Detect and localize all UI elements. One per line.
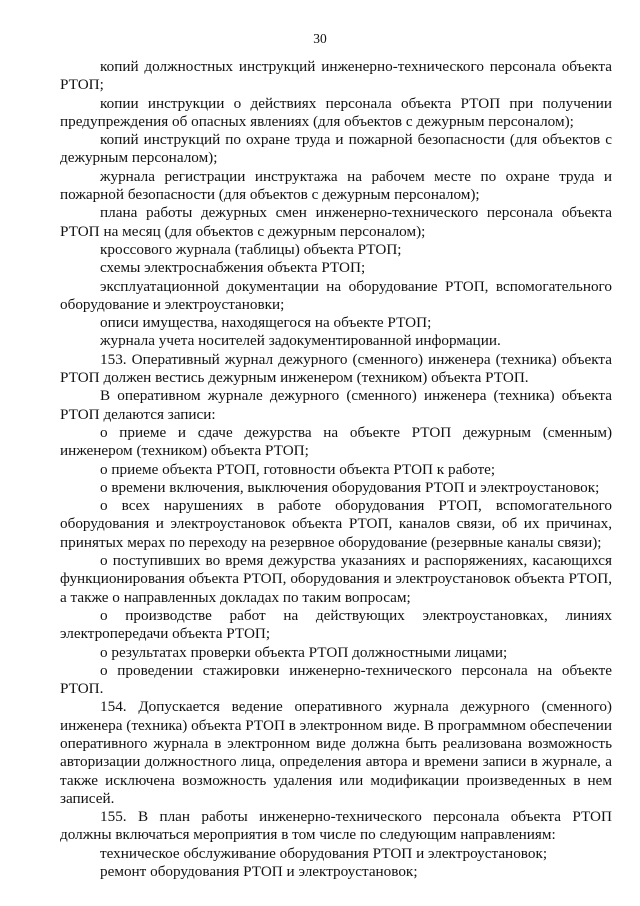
paragraph: В оперативном журнале дежурного (сменного) инженера (техника) объекта РТОП делаются записи: bbox=[60, 387, 612, 423]
clause-155: 155. В план работы инженерно-технического персонала объекта РТОП должны включаться мероприятия в том числе по следующим направлениям: bbox=[60, 808, 612, 844]
list-item: о приеме и сдаче дежурства на объекте РТОП дежурным (сменным) инженером (техником) объекта РТОП; bbox=[60, 423, 612, 460]
list-item: о всех нарушениях в работе оборудования РТОП, вспомогательного оборудования и электроустановок объекта РТОП, каналов связи, об их причинах, принятых мерах по переходу на резервное оборудование (резервные каналы связи); bbox=[60, 497, 612, 551]
list-item: копий инструкций по охране труда и пожарной безопасности (для объектов с дежурным персоналом); bbox=[60, 131, 612, 167]
list-item: о производстве работ на действующих электроустановках, линиях электропередачи объекта РТОП; bbox=[60, 606, 612, 643]
list-item: копий должностных инструкций инженерно-технического персонала объекта РТОП; bbox=[60, 58, 612, 94]
list-item: журнала учета носителей задокументированной информации. bbox=[100, 332, 501, 350]
list-item: плана работы дежурных смен инженерно-технического персонала объекта РТОП на месяц (для объектов с дежурным персоналом); bbox=[60, 204, 612, 240]
list-item: о приеме объекта РТОП, готовности объекта РТОП к работе; bbox=[100, 460, 496, 478]
clause-153: 153. Оперативный журнал дежурного (сменного) инженера (техника) объекта РТОП должен вестись дежурным инженером (техником) объекта РТОП. bbox=[60, 350, 612, 387]
list-item: журнала регистрации инструктажа на рабочем месте по охране труда и пожарной безопасности (для объектов с дежурным персоналом); bbox=[60, 167, 612, 204]
list-item: о поступивших во время дежурства указаниях и распоряжениях, касающихся функционирования объекта РТОП, оборудования и электроустановок объекта РТОП, а также о направленных докладах по таким вопросам; bbox=[60, 552, 612, 606]
list-item: о результатах проверки объекта РТОП должностными лицами; bbox=[100, 643, 508, 661]
page-number: 30 bbox=[313, 31, 327, 46]
list-item: кроссового журнала (таблицы) объекта РТОП; bbox=[100, 240, 402, 258]
list-item: схемы электроснабжения объекта РТОП; bbox=[100, 259, 366, 277]
list-item: техническое обслуживание оборудования РТОП и электроустановок; bbox=[100, 844, 548, 862]
list-item: копии инструкции о действиях персонала объекта РТОП при получении предупреждения об опасных явлениях (для объектов с дежурным персоналом); bbox=[60, 94, 612, 130]
list-item: описи имущества, находящегося на объекте РТОП; bbox=[100, 314, 432, 332]
list-item: о времени включения, выключения оборудования РТОП и электроустановок; bbox=[100, 478, 600, 496]
list-item: о проведении стажировки инженерно-технического персонала на объекте РТОП. bbox=[60, 661, 612, 698]
document-body bbox=[60, 58, 612, 881]
list-item: эксплуатационной документации на оборудование РТОП, вспомогательного оборудование и электроустановки; bbox=[60, 277, 612, 313]
list-item: ремонт оборудования РТОП и электроустановок; bbox=[100, 863, 418, 881]
clause-154: 154. Допускается ведение оперативного журнала дежурного (сменного) инженера (техника) объекта РТОП в электронном виде. В программном обеспечении оперативного журнала в электронном виде должна быть реализована возможность авторизации должностного лица, определения автора и времени записи в журнале, а также исключена возможность удаления или модификации произведенных в нем записей. bbox=[60, 698, 612, 807]
